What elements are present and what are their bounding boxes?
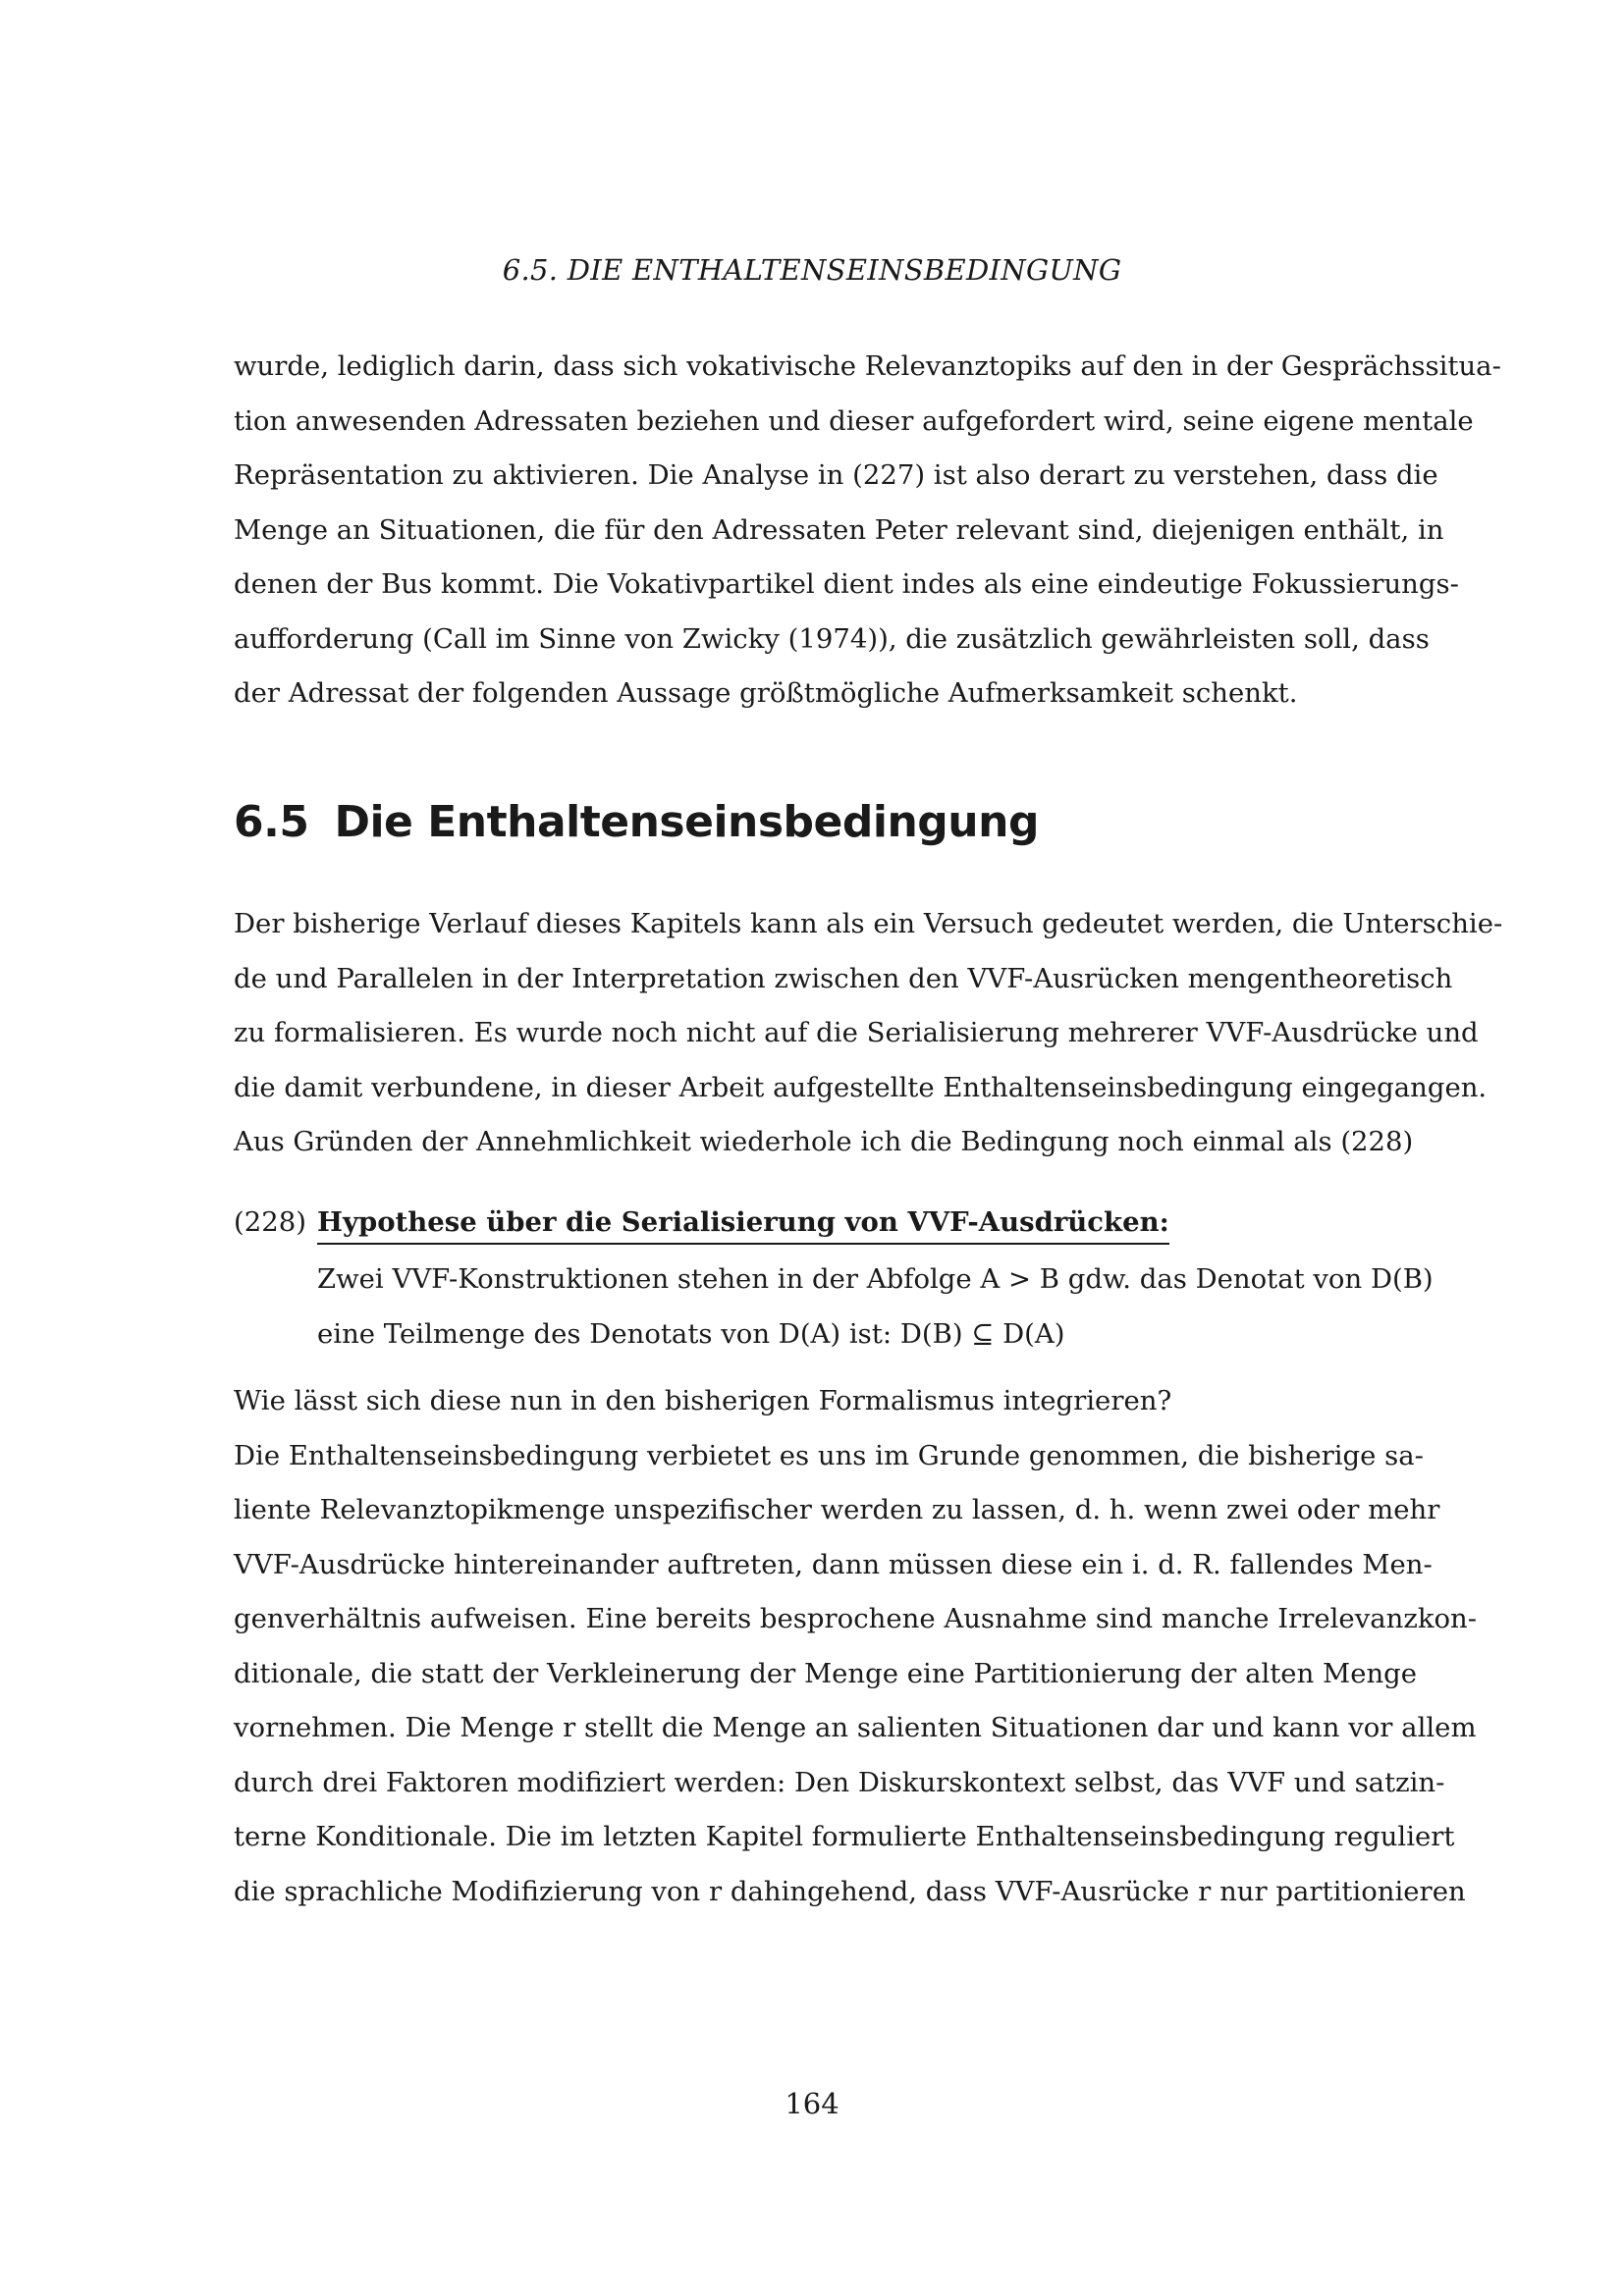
running-head: 6.5. DIE ENTHALTENSEINSBEDINGUNG xyxy=(502,253,1122,287)
text-line: Menge an Situationen, die für den Adressaten Peter relevant sind, diejenigen enthält, in xyxy=(234,513,1444,546)
text-line: denen der Bus kommt. Die Vokativpartikel dient indes als eine eindeutige Fokussierungs- xyxy=(234,568,1459,600)
text-line: liente Relevanztopikmenge unspezifischer werden zu lassen, d. h. wenn zwei oder mehr xyxy=(234,1494,1440,1525)
example-title: Hypothese über die Serialisierung von VVF-Ausdrücken: xyxy=(317,1201,1169,1245)
text-line: durch drei Faktoren modifiziert werden: Den Diskurskontext selbst, das VVF und satzin- xyxy=(234,1766,1445,1798)
text-line: aufforderung (Call im Sinne von Zwicky (1974)), die zusätzlich gewährleisten soll, dass xyxy=(234,622,1430,655)
text-line: wurde, lediglich darin, dass sich vokativische Relevanztopiks auf den in der Gesprächssitua- xyxy=(234,350,1501,382)
section-title: Die Enthaltenseinsbedingung xyxy=(334,797,1039,847)
section-number: 6.5 xyxy=(234,797,309,847)
text-line: genverhältnis aufweisen. Eine bereits besprochene Ausnahme sind manche Irrelevanzkon- xyxy=(234,1603,1478,1634)
example-line: eine Teilmenge des Denotats von D(A) ist: D(B) ⊆ D(A) xyxy=(317,1317,1065,1350)
text-line: Der bisherige Verlauf dieses Kapitels kann als ein Versuch gedeutet werden, die Unterschie- xyxy=(234,908,1503,939)
text-line: die damit verbundene, in dieser Arbeit aufgestellte Enthaltenseinsbedingung eingegangen. xyxy=(234,1071,1488,1103)
text-line: Aus Gründen der Annehmlichkeit wiederhole ich die Bedingung noch einmal als (228) xyxy=(234,1126,1414,1157)
paragraph-intro xyxy=(234,897,1503,1170)
text-line: Wie lässt sich diese nun in den bisherigen Formalismus integrieren? xyxy=(234,1385,1172,1416)
example-number: (228) xyxy=(234,1206,306,1238)
text-line: zu formalisieren. Es wurde noch nicht auf die Serialisierung mehrerer VVF-Ausdrücke und xyxy=(234,1017,1479,1048)
text-line: vornehmen. Die Menge r stellt die Menge an salienten Situationen dar und kann vor allem xyxy=(234,1712,1477,1743)
section-heading xyxy=(234,797,1039,847)
paragraph-continued xyxy=(234,340,1501,721)
text-line: ditionale, die statt der Verkleinerung der Menge eine Partitionierung der alten Menge xyxy=(234,1657,1418,1689)
paragraph-main xyxy=(234,1374,1478,1919)
text-line: der Adressat der folgenden Aussage größtmögliche Aufmerksamkeit schenkt. xyxy=(234,677,1298,709)
example-line: Zwei VVF-Konstruktionen stehen in der Abfolge A > B gdw. das Denotat von D(B) xyxy=(317,1263,1434,1295)
text-line: de und Parallelen in der Interpretation zwischen den VVF-Ausrücken mengentheoretisch xyxy=(234,962,1453,994)
text-line: VVF-Ausdrücke hintereinander auftreten, dann müssen diese ein i. d. R. fallendes Men- xyxy=(234,1548,1433,1580)
text-line: Die Enthaltenseinsbedingung verbietet es uns im Grunde genommen, die bisherige sa- xyxy=(234,1439,1424,1471)
text-line: terne Konditionale. Die im letzten Kapitel formulierte Enthaltenseinsbedingung reguliert xyxy=(234,1821,1455,1852)
text-line: Repräsentation zu aktivieren. Die Analyse in (227) ist also derart zu verstehen, dass die xyxy=(234,459,1438,491)
text-line: tion anwesenden Adressaten beziehen und dieser aufgefordert wird, seine eigene mentale xyxy=(234,404,1474,437)
example-body xyxy=(317,1196,1434,1362)
page-number: 164 xyxy=(785,2087,839,2120)
text-line: die sprachliche Modifizierung von r dahingehend, dass VVF-Ausrücke r nur partitionieren xyxy=(234,1875,1466,1907)
